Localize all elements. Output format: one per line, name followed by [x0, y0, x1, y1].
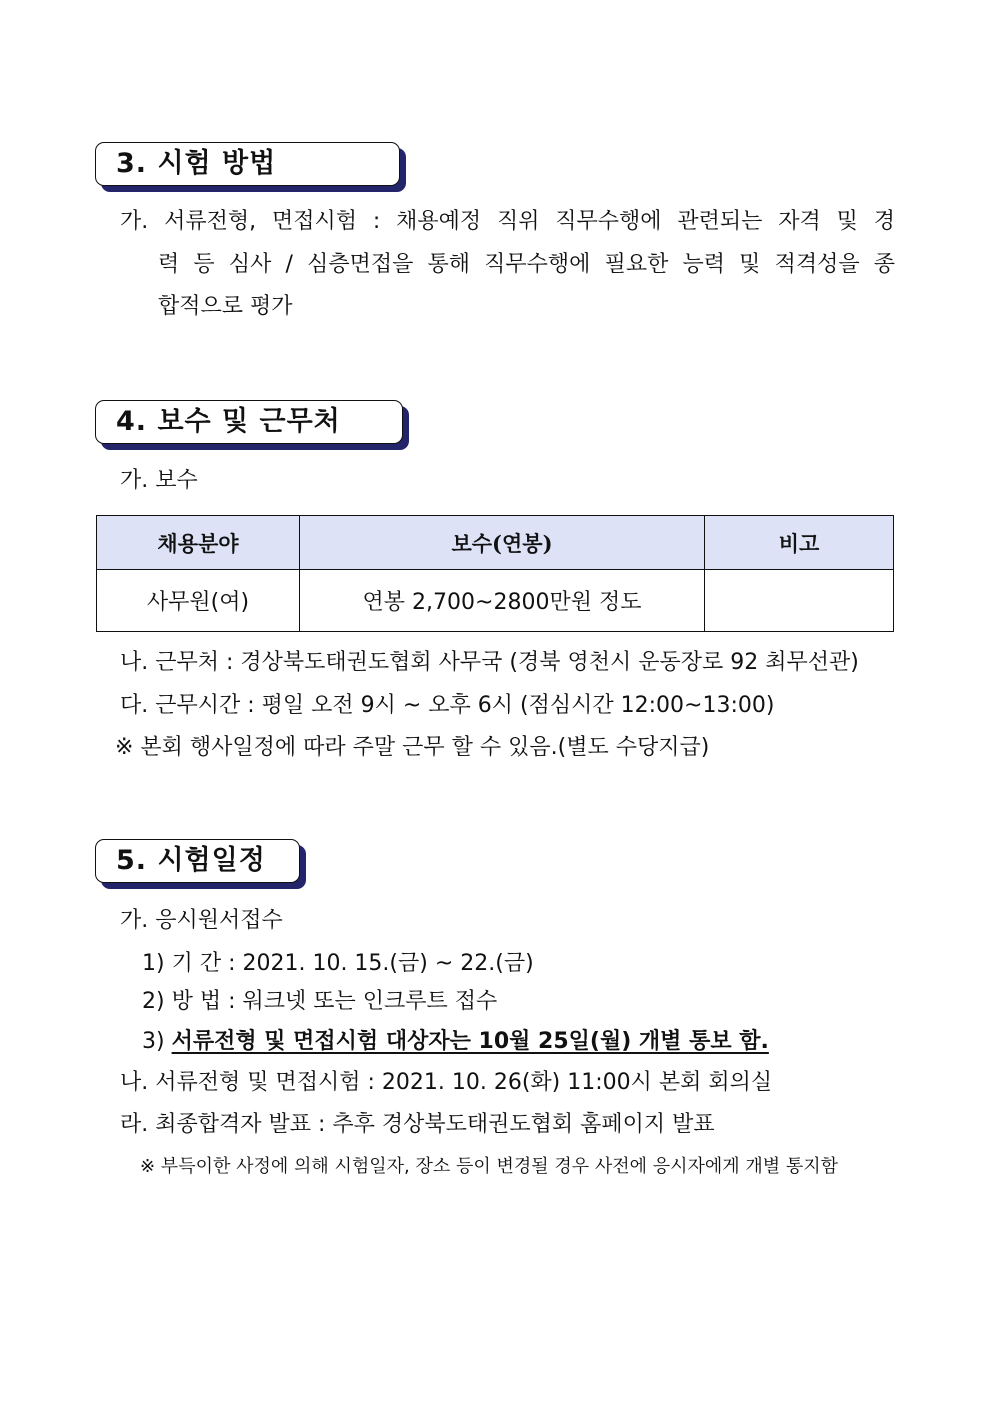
section-5-heading: 5. 시험일정 [95, 839, 300, 883]
section-3-heading: 3. 시험 방법 [95, 142, 400, 186]
section-5-ra: 라. 최종합격자 발표 : 추후 경상북도태권도협회 홈페이지 발표 [120, 1112, 715, 1137]
header-field: 채용분야 [97, 516, 300, 570]
section-5-note: ※ 부득이한 사정에 의해 시험일자, 장소 등이 변경될 경우 사전에 응시자에게 개별 통지함 [140, 1156, 839, 1177]
section-5-ga: 가. 응시원서접수 [120, 908, 283, 933]
section-3-ga-line2: 력 등 심사 / 심층면접을 통해 직무수행에 필요한 능력 및 적격성을 종 [158, 252, 895, 277]
section-3-ga-line1: 가. 서류전형, 면접시험 : 채용예정 직위 직무수행에 관련되는 자격 및 경 [120, 209, 895, 234]
header-salary: 보수(연봉) [300, 516, 705, 570]
cell-remarks [705, 570, 894, 632]
section-5-item-3 [142, 1027, 769, 1057]
section-4-da: 다. 근무시간 : 평일 오전 9시 ~ 오후 6시 (점심시간 12:00~13:00) [120, 693, 775, 718]
section-5-item-2: 2) 방 법 : 워크넷 또는 인크루트 접수 [142, 989, 498, 1014]
cell-field: 사무원(여) [97, 570, 300, 632]
section-4-na: 나. 근무처 : 경상북도태권도협회 사무국 (경북 영천시 운동장로 92 최무선관) [120, 650, 859, 675]
section-5-na: 나. 서류전형 및 면접시험 : 2021. 10. 26(화) 11:00시 본회 회의실 [120, 1070, 773, 1095]
section-4-note: ※ 본회 행사일정에 따라 주말 근무 할 수 있음.(별도 수당지급) [115, 735, 710, 760]
item-3-notice: 서류전형 및 면접시험 대상자는 10월 25일(월) 개별 통보 함. [171, 1029, 769, 1054]
salary-table [96, 515, 894, 632]
section-3-ga-line3: 합적으로 평가 [158, 294, 293, 319]
section-4-ga: 가. 보수 [120, 468, 198, 493]
section-5-item-1: 1) 기 간 : 2021. 10. 15.(금) ~ 22.(금) [142, 951, 534, 976]
cell-salary: 연봉 2,700~2800만원 정도 [300, 570, 705, 632]
table-row [97, 570, 894, 632]
section-4-heading: 4. 보수 및 근무처 [95, 400, 403, 444]
item-3-number: 3) [142, 1029, 165, 1054]
header-remarks: 비고 [705, 516, 894, 570]
salary-table-header-row [97, 516, 894, 570]
